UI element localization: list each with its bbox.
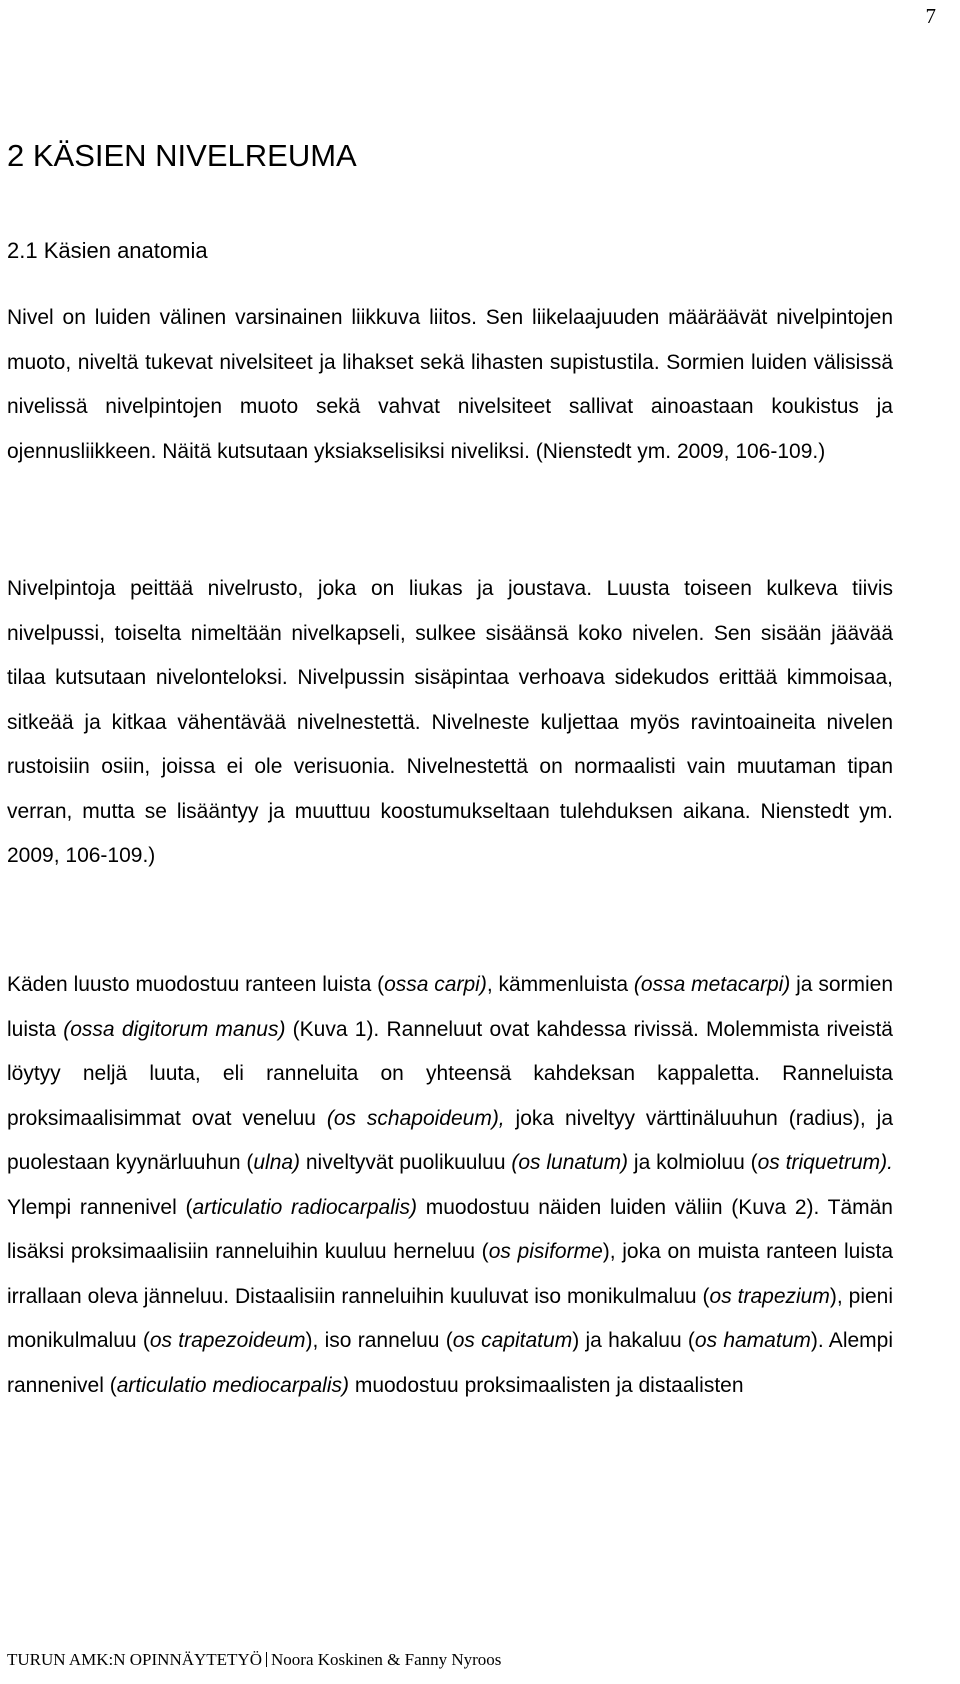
italic-term: articulatio mediocarpalis): [116, 1373, 349, 1397]
footer-institution: TURUN AMK:N OPINNÄYTETYÖ: [7, 1650, 262, 1669]
section-heading: 2.1 Käsien anatomia: [7, 238, 208, 263]
text-run: (Kuva 1). Ranneluut ovat kahdessa rivissä. Molemmista riveistä löytyy neljä luuta, eli ranneluita on yhteensä kahdeksan kappaletta. Ranneluista proksimaalisimmat ovat veneluu: [7, 1017, 893, 1130]
paragraph-joint-structure: [7, 567, 893, 879]
text-run: joka niveltyy värttinäluuhun (radius), ja puolestaan kyynärluuhun (: [7, 1106, 894, 1174]
text-run: ja kolmioluu (: [628, 1151, 758, 1174]
footer-separator: [266, 1652, 267, 1667]
italic-term: ossa carpi): [384, 973, 487, 996]
italic-term: (ossa digitorum manus): [63, 1017, 286, 1041]
text-run: Nivel on luiden välinen varsinainen liikkuva liitos. Sen liikelaajuuden määräävät nivelpintojen muoto, niveltä tukevat nivelsiteet ja lihakset sekä lihasten supistustila. Sormien luiden välisissä nivelissä nivelpintojen muoto sekä vahvat nivelsiteet sallivat ainoastaan koukistus ja ojennusliikkeen. Näitä kutsutaan yksiakselisiksi niveliksi. (Nienstedt ym. 2009, 106-109.): [7, 306, 893, 463]
paragraph-joint-definition: [7, 296, 893, 474]
italic-term: os trapezoideum: [149, 1329, 306, 1352]
footer: [7, 1650, 501, 1670]
text-run: , kämmenluista: [486, 973, 634, 996]
page-number: 7: [925, 4, 936, 28]
italic-term: ulna): [253, 1151, 301, 1174]
text-run: muodostuu näiden luiden väliin (Kuva 2). Tämän lisäksi proksimaalisiin ranneluihin kuuluu herneluu (: [7, 1195, 893, 1263]
italic-term: (os lunatum): [511, 1151, 629, 1174]
italic-term: articulatio radiocarpalis): [192, 1195, 418, 1219]
italic-term: os capitatum: [452, 1329, 573, 1352]
text-run: Käden luusto muodostuu ranteen luista (: [7, 973, 385, 996]
text-run: ), joka on muista ranteen luista irrallaan oleva jänneluu. Distaalisiin ranneluihin kuuluvat iso monikulmaluu (: [7, 1240, 893, 1308]
text-run: Ylempi rannenivel (: [7, 1195, 193, 1219]
italic-term: os hamatum: [694, 1329, 811, 1352]
text-run: ) ja hakaluu (: [572, 1329, 695, 1352]
text-run: niveltyvät puolikuuluu: [300, 1151, 512, 1174]
italic-term: os triquetrum).: [757, 1151, 893, 1174]
text-run: ja sormien luista: [7, 973, 894, 1041]
italic-term: os trapezium: [709, 1284, 830, 1308]
text-run: Nivelpintoja peittää nivelrusto, joka on liukas ja joustava. Luusta toiseen kulkeva tiivis nivelpussi, toiselta nimeltään nivelkapseli, sulkee sisäänsä koko nivelen. Sen sisään jäävää tilaa kutsutaan nivelonteloksi. Nivelpussin sisäpintaa verhoava sidekudos erittää kimmoisaa, sitkeää ja kitkaa vähentävää nivelnestettä. Nivelneste kuljettaa myös ravintoaineita nivelen rustoisiin osiin, joissa ei ole verisuonia. Nivelnestettä on normaalisti vain muutaman tipan verran, mutta se lisääntyy ja muuttuu koostumukseltaan tulehduksen aikana. Nienstedt ym. 2009, 106-109.): [7, 577, 893, 867]
text-run: ), pieni monikulmaluu (: [7, 1284, 894, 1352]
paragraph-hand-skeleton: [7, 963, 893, 1408]
italic-term: os pisiforme: [488, 1240, 603, 1263]
italic-term: (os schapoideum),: [326, 1106, 505, 1130]
chapter-heading: 2 KÄSIEN NIVELREUMA: [7, 138, 357, 173]
text-run: muodostuu proksimaalisten ja distaalisten: [349, 1373, 744, 1397]
text-run: ). Alempi rannenivel (: [7, 1329, 893, 1397]
footer-authors: Noora Koskinen & Fanny Nyroos: [271, 1650, 502, 1669]
text-run: ), iso ranneluu (: [305, 1329, 453, 1352]
italic-term: (ossa metacarpi): [633, 973, 791, 996]
